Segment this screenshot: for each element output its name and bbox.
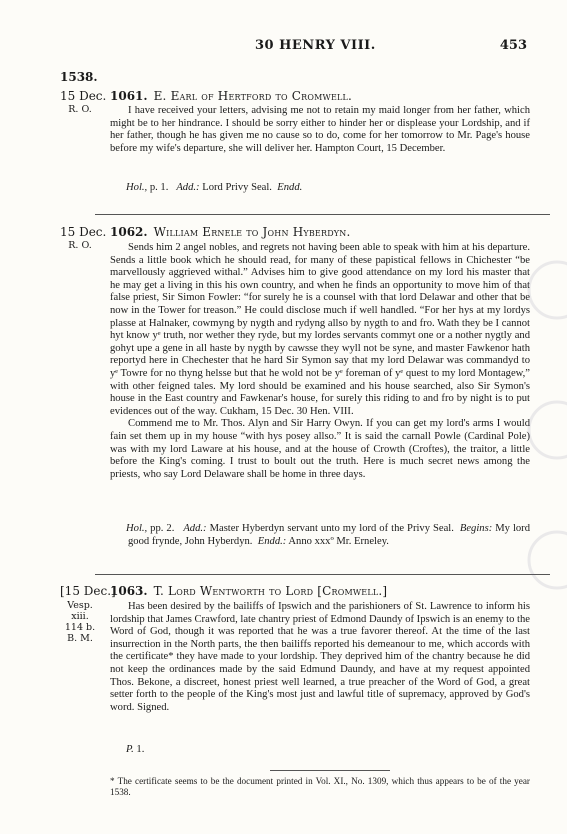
paragraph: Sends him 2 angel nobles, and regrets not having been able to speak with him at his departure. Sends a little book which he should read, for many of these papistical fellows in Chichester “be marvellously aggrieved withal.” Advises him to give good attendance on my lord his master that he may get a living in this his own country, and when he finds an opportunity to move him of that false priest, Sir Simon Fowler: “for surely he is a counsel with that lord Delawar and other that be now in the Tower for treason.” He could disclose much if well handled. “For her hys at my lordys plasse at Halnaker, cowmyng by nygth and rydyng allso by nygth to and fro. Wath they be I cannot hyt know yᵉ truth, nor wether they ryde, but my lordes servants commyt one or a nother nygtly and gohyt upe a gene in all haste by nygth by cawsse they wyll not be syne, and master Fawkenor hath reportyd here in Chechester that he hard Sir Symon say that my lord Delawar was commandyd to yᵉ Towre for no thyng helsse but that he wold not be yᵉ foreman of yᵉ quest to my lord Montagew,” with other feigned tales. My lord should be examined and his house searched, also Sir Symon's house in the East country and Fawkenar's house, for surely this riding to and fro by night is to put evidences out of the way. Cukham, 15 Dec. 30 Hen. VIII.: [110, 242, 530, 417]
entry-number: 1062.: [110, 225, 148, 239]
meta-label: Endd.:: [257, 535, 287, 547]
paragraph: I have received your letters, advising me not to retain my maid longer from her father, which might be to her hindrance. I should be sorry either to hinder her or displease your Lordship, and if her father, though he has given me no cause so to do, come for her tomorrow to Mr. Page's house before my wife's departure, she will deliver her. Hampton Court, 15 December.: [110, 105, 530, 154]
meta-text: Lord Privy Seal.: [199, 182, 272, 193]
entry-heading: T. Lord Wentworth to Lord [Cromwell.]: [153, 584, 388, 598]
meta-label: Hol.,: [126, 182, 148, 193]
section-rule: [95, 574, 550, 575]
entry-heading: William Ernele to John Hyberdyn.: [153, 225, 351, 239]
meta-label: Endd.: [277, 182, 303, 193]
meta-text: 1.: [133, 744, 145, 755]
entry-meta: [110, 523, 530, 548]
entry-date: 15 Dec.: [60, 225, 107, 239]
entry-body: [110, 105, 530, 155]
meta-label: Hol.,: [126, 523, 148, 534]
meta-label: Begins:: [459, 523, 493, 534]
running-header: [0, 38, 567, 58]
footnote-rule: [270, 770, 390, 771]
entry-meta: [110, 182, 530, 195]
page-number: 453: [499, 38, 527, 53]
meta-text: Anno xxxº Mr. Erneley.: [286, 535, 389, 547]
paragraph: Has been desired by the bailiffs of Ipswich and the parishioners of St. Lawrence to inform his lordship that James Crawford, late chantry priest of Edmond Daundy of Ipswich is an enemy to the Word of God, though it was reported that he was a true favorer thereof. At the time of the last insurrection in the North parts, the then bailiffs reported his demeanour to me, which accords with the certificate* they have made to your lordship. They deprived him of the chantry because he did not keep the ordinances made by the said Edmund Daundy, and have at my request appointed Thos. Bekone, a discreet, honest priest well learned, a true preacher of the Word of God, a great setter forth to the people of the King's most just and lawful title of supremacy, approved by God's word. Signed.: [110, 601, 530, 713]
source-line: Vesp. xiii.: [67, 600, 93, 622]
meta-text: Master Hyberdyn servant unto my lord of the Privy Seal.: [206, 523, 454, 534]
meta-text: My lord good frynde, John Hyberdyn.: [128, 523, 531, 547]
entry-meta: [110, 744, 530, 757]
source-line: B. M.: [67, 633, 93, 644]
source-line: 114 b.: [64, 622, 96, 633]
footnote: * The certificate seems to be the document printed in Vol. XI., No. 1309, which thus appears to be of the year 1538.: [110, 776, 530, 797]
entry-title: [110, 584, 387, 598]
entry-title: [110, 89, 352, 103]
entry-number: 1061.: [110, 89, 148, 103]
entry-title: [110, 225, 351, 239]
section-rule: [95, 214, 550, 215]
meta-text: pp. 2.: [147, 523, 175, 534]
year-heading: 1538.: [60, 70, 98, 84]
entry-date: 15 Dec.: [60, 89, 107, 103]
meta-label: Add.:: [176, 182, 200, 193]
running-title: 30 HENRY VIII.: [255, 38, 376, 53]
entry-body: [110, 242, 530, 481]
meta-label: P.: [126, 744, 134, 755]
paragraph: Commend me to Mr. Thos. Alyn and Sir Harry Owyn. If you can get my lord's arms I would fain set them up in my house “with hys posey allso.” It is said the carnall Powle (Cardinal Pole) was with my lord Laware at his house, and at the house of Crowth (Croftes), the traitor, a little before the King's coming. I trust to boult out the truth. Here is much secret news among the priests, who say Lord Delaware shall be home in three days.: [110, 418, 530, 480]
entry-date: [15 Dec.]: [60, 584, 116, 598]
entry-body: [110, 601, 530, 714]
meta-text: p. 1.: [147, 182, 169, 193]
entry-heading: E. Earl of Hertford to Cromwell.: [153, 89, 353, 103]
meta-label: Add.:: [183, 523, 207, 534]
entry-number: 1063.: [110, 584, 148, 598]
entry-source: [60, 600, 100, 644]
entry-source: R. O.: [68, 104, 92, 115]
entry-source: R. O.: [68, 240, 92, 251]
